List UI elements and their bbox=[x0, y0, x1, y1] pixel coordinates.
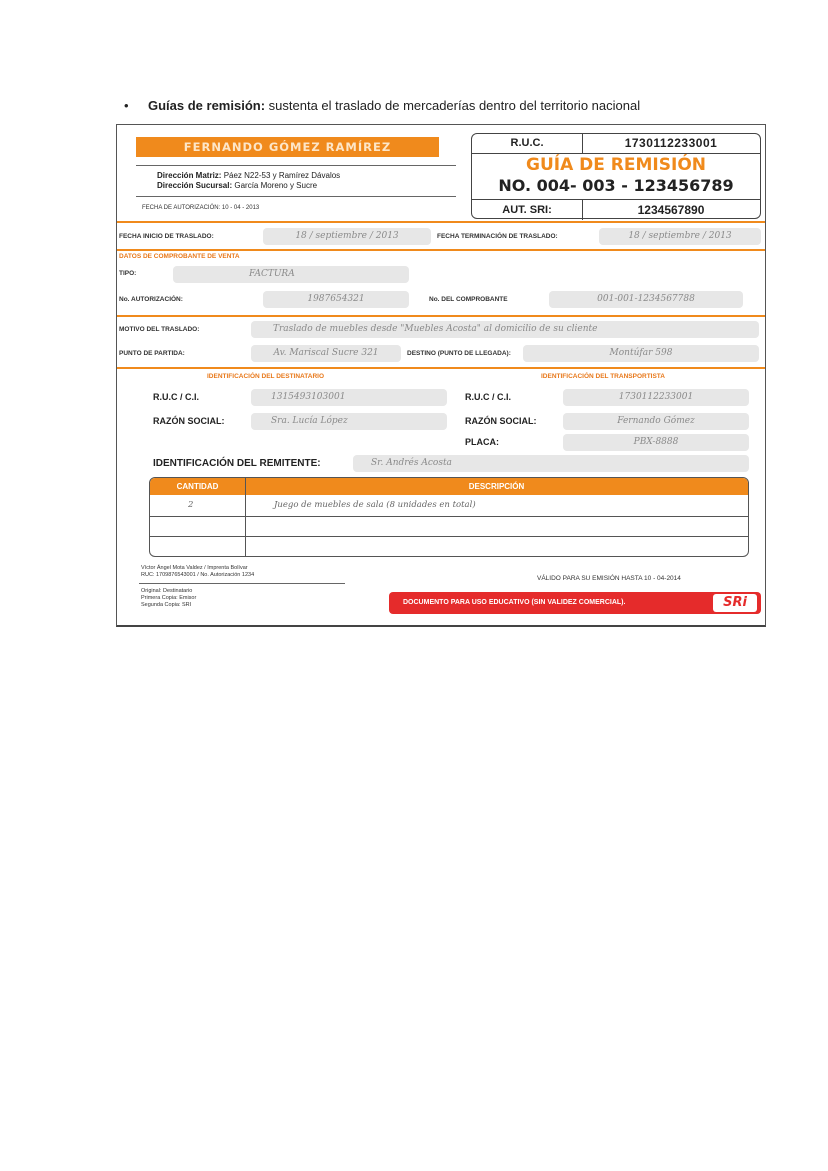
educational-notice: DOCUMENTO PARA USO EDUCATIVO (SIN VALIDEZ COMERCIAL). SRi bbox=[389, 592, 761, 614]
orange-divider bbox=[117, 249, 765, 251]
partida-field[interactable]: Av. Mariscal Sucre 321 bbox=[251, 345, 401, 362]
orange-divider bbox=[117, 367, 765, 369]
fecha-autorizacion: FECHA DE AUTORIZACIÓN: 10 - 04 - 2013 bbox=[142, 205, 260, 211]
orange-divider bbox=[117, 315, 765, 317]
items-table-header bbox=[150, 478, 748, 495]
guia-remision-form bbox=[116, 124, 766, 627]
inicio-traslado-field[interactable]: 18 / septiembre / 2013 bbox=[263, 228, 431, 245]
row-separator bbox=[150, 516, 748, 517]
fin-traslado-field[interactable]: 18 / septiembre / 2013 bbox=[599, 228, 761, 245]
bullet-term: Guías de remisión: bbox=[148, 98, 266, 113]
autorizacion-field[interactable]: 1987654321 bbox=[263, 291, 409, 308]
row-separator bbox=[150, 536, 748, 537]
col-descripcion: DESCRIPCIÓN bbox=[468, 482, 525, 491]
sri-logo-icon: SRi bbox=[713, 594, 757, 612]
col-cantidad: CANTIDAD bbox=[176, 482, 219, 491]
direccion-matriz: Dirección Matriz: Páez N22-53 y Ramírez Dávalos bbox=[157, 171, 341, 180]
transportista-ruc-label: R.U.C / C.I. bbox=[465, 392, 512, 402]
partida-label: PUNTO DE PARTIDA: bbox=[119, 350, 185, 357]
comprobante-num-field[interactable]: 001-001-1234567788 bbox=[549, 291, 743, 308]
imprenta-info: Víctor Ángel Mota Valdez / Imprenta Bolívar RUC: 1709876543001 / No. Autorización 1234 bbox=[141, 565, 255, 578]
copias-info: Original: Destinatario Primera Copia: Emisor Segunda Copia: SRI bbox=[141, 588, 197, 608]
inicio-traslado-label: FECHA INICIO DE TRASLADO: bbox=[119, 233, 214, 240]
transportista-razon-label: RAZÓN SOCIAL: bbox=[465, 416, 537, 426]
tipo-label: TIPO: bbox=[119, 270, 137, 277]
issuer-name: FERNANDO GÓMEZ RAMÍREZ bbox=[136, 137, 439, 157]
motivo-label: MOTIVO DEL TRASLADO: bbox=[119, 326, 200, 333]
transportista-section-title: IDENTIFICACIÓN DEL TRANSPORTISTA bbox=[541, 373, 665, 380]
header-divider-2 bbox=[136, 196, 456, 197]
document-title: GUÍA DE REMISIÓN bbox=[526, 155, 706, 175]
footer-divider bbox=[139, 583, 345, 584]
remitente-label: IDENTIFICACIÓN DEL REMITENTE: bbox=[153, 458, 321, 469]
aut-sri-value: 1234567890 bbox=[637, 203, 705, 217]
destino-field[interactable]: Montúfar 598 bbox=[523, 345, 759, 362]
transportista-razon-field[interactable]: Fernando Gómez bbox=[563, 413, 749, 430]
ruc-value: 1730112233001 bbox=[624, 136, 718, 150]
aut-sri-label: AUT. SRI: bbox=[472, 200, 583, 220]
bullet-line bbox=[124, 98, 640, 113]
destinatario-ruc-field[interactable]: 1315493103001 bbox=[251, 389, 447, 406]
ruc-label: R.U.C. bbox=[472, 134, 583, 153]
placa-field[interactable]: PBX-8888 bbox=[563, 434, 749, 451]
destinatario-ruc-label: R.U.C / C.I. bbox=[153, 392, 200, 402]
transportista-ruc-field[interactable]: 1730112233001 bbox=[563, 389, 749, 406]
item-cantidad: 2 bbox=[188, 500, 194, 510]
tipo-field[interactable]: FACTURA bbox=[173, 266, 409, 283]
destinatario-razon-field[interactable]: Sra. Lucía López bbox=[251, 413, 447, 430]
comprobante-section-title: DATOS DE COMPROBANTE DE VENTA bbox=[119, 253, 240, 260]
autorizacion-label: No. AUTORIZACIÓN: bbox=[119, 296, 183, 303]
destino-label: DESTINO (PUNTO DE LLEGADA): bbox=[407, 350, 511, 357]
direccion-sucursal: Dirección Sucursal: García Moreno y Sucre bbox=[157, 181, 318, 190]
column-separator bbox=[245, 478, 246, 556]
destinatario-section-title: IDENTIFICACIÓN DEL DESTINATARIO bbox=[207, 373, 324, 380]
destinatario-razon-label: RAZÓN SOCIAL: bbox=[153, 416, 225, 426]
valido-text: VÁLIDO PARA SU EMISIÓN HASTA 10 - 04-2014 bbox=[537, 575, 681, 582]
document-number: NO. 004- 003 - 123456789 bbox=[498, 176, 734, 195]
bullet-text: sustenta el traslado de mercaderías dentro del territorio nacional bbox=[265, 98, 641, 113]
fin-traslado-label: FECHA TERMINACIÓN DE TRASLADO: bbox=[437, 233, 558, 240]
bullet-dot: • bbox=[124, 98, 129, 113]
motivo-field[interactable]: Traslado de muebles desde "Muebles Acosta" al domicilio de su cliente bbox=[251, 321, 759, 338]
items-table bbox=[149, 477, 749, 557]
header-divider bbox=[136, 165, 456, 166]
placa-label: PLACA: bbox=[465, 437, 499, 447]
orange-divider bbox=[117, 221, 765, 223]
remitente-field[interactable]: Sr. Andrés Acosta bbox=[353, 455, 749, 472]
ruc-box bbox=[471, 133, 761, 219]
comprobante-num-label: No. DEL COMPROBANTE bbox=[429, 296, 508, 303]
item-descripcion: Juego de muebles de sala (8 unidades en total) bbox=[274, 500, 476, 510]
